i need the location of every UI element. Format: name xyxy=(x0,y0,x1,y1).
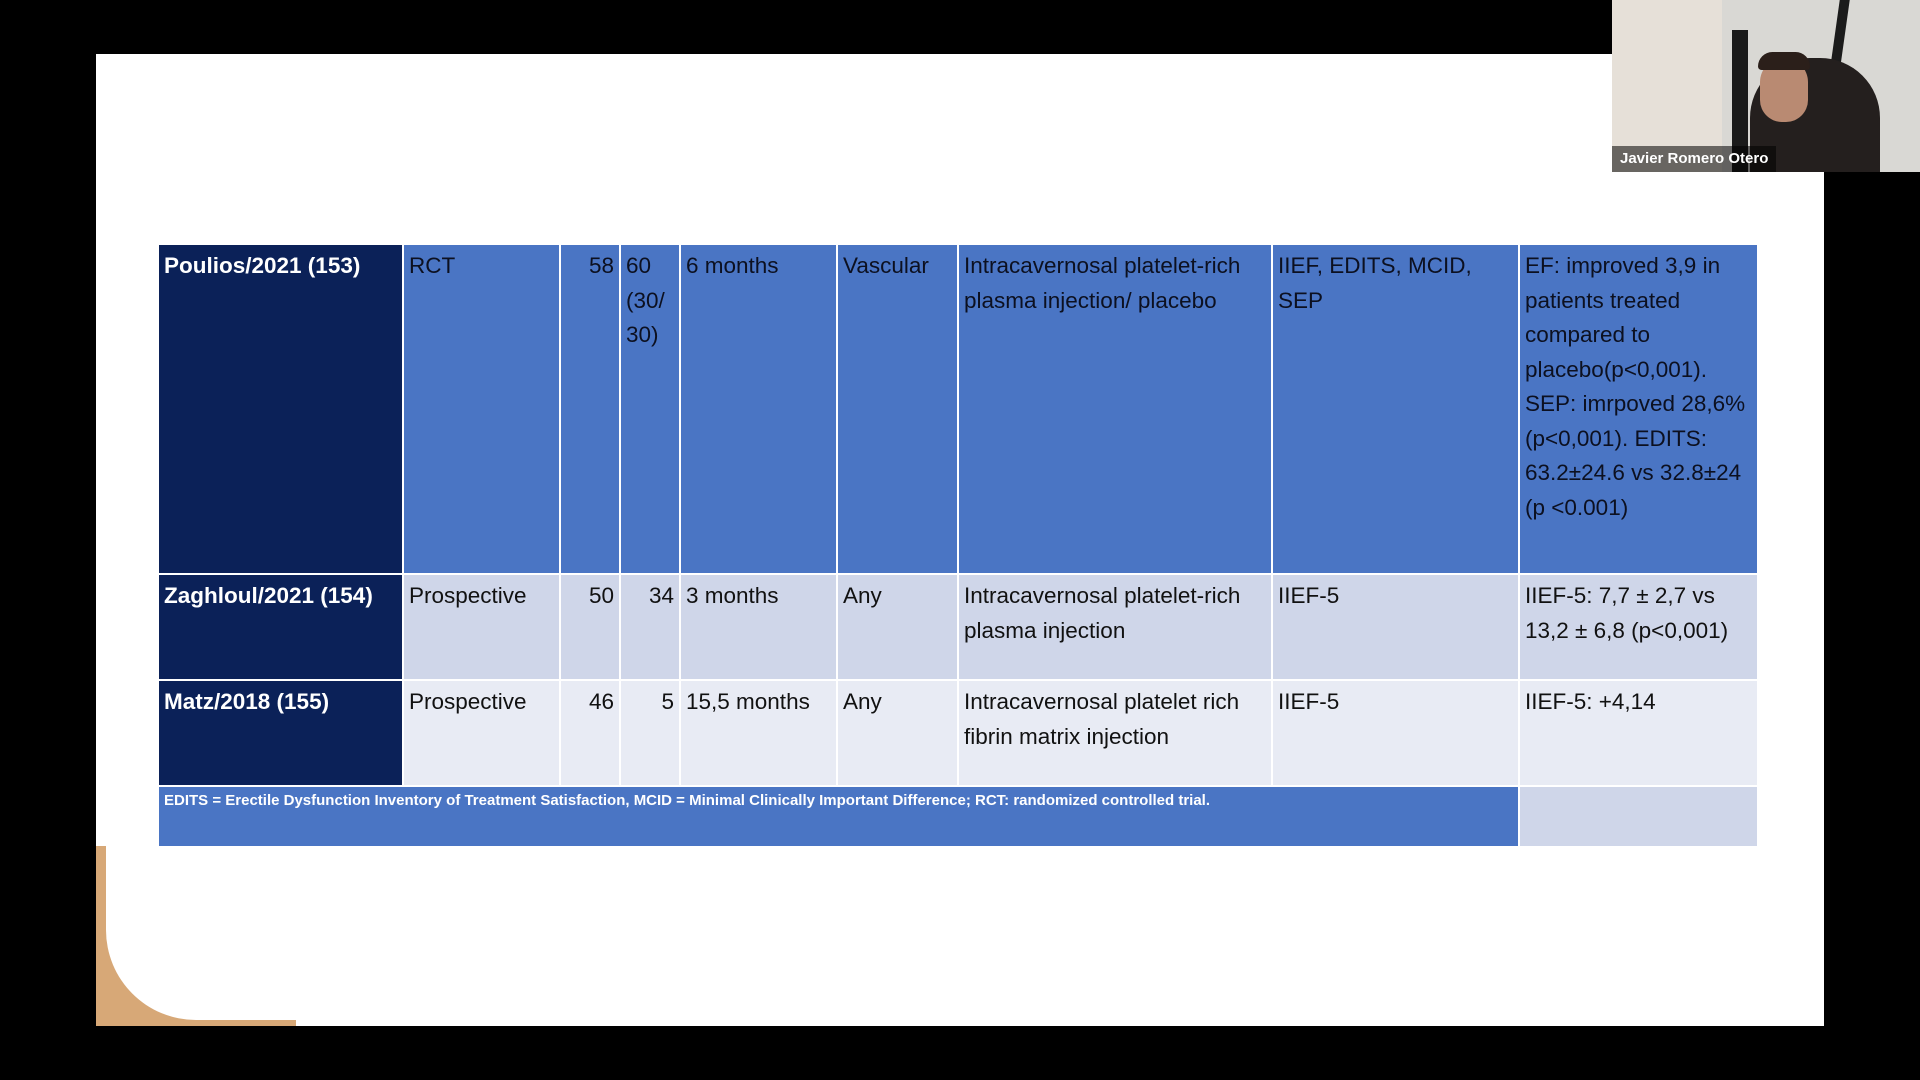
outcomes-cell: IIEF-5 xyxy=(1272,680,1519,786)
results-cell: IIEF-5: 7,7 ± 2,7 vs 13,2 ± 6,8 (p<0,001) xyxy=(1519,574,1758,680)
followup-cell: 3 months xyxy=(680,574,837,680)
participant-hair xyxy=(1758,52,1810,70)
age-cell: 46 xyxy=(560,680,620,786)
footnote-blank-cell xyxy=(1519,786,1758,847)
followup-cell: 15,5 months xyxy=(680,680,837,786)
footnote-row xyxy=(158,786,1758,847)
table-footnote: EDITS = Erectile Dysfunction Inventory of Treatment Satisfaction, MCID = Minimal Clinically Important Difference; RCT: randomized controlled trial. xyxy=(158,786,1519,847)
age-cell: 50 xyxy=(560,574,620,680)
intervention-cell: Intracavernosal platelet rich fibrin matrix injection xyxy=(958,680,1272,786)
study-cell: Matz/2018 (155) xyxy=(158,680,403,786)
participant-name-label: Javier Romero Otero xyxy=(1612,146,1776,172)
studies-table xyxy=(157,243,1759,848)
followup-cell: 6 months xyxy=(680,244,837,574)
etiology-cell: Any xyxy=(837,574,958,680)
design-cell: Prospective xyxy=(403,680,560,786)
design-cell: RCT xyxy=(403,244,560,574)
age-cell: 58 xyxy=(560,244,620,574)
results-cell: EF: improved 3,9 in patients treated compared to placebo(p<0,001). SEP: imrpoved 28,6% (p<0,001). EDITS: 63.2±24.6 vs 32.8±24 (p <0.001) xyxy=(1519,244,1758,574)
etiology-cell: Vascular xyxy=(837,244,958,574)
design-cell: Prospective xyxy=(403,574,560,680)
etiology-cell: Any xyxy=(837,680,958,786)
intervention-cell: Intracavernosal platelet-rich plasma injection/ placebo xyxy=(958,244,1272,574)
study-cell: Poulios/2021 (153) xyxy=(158,244,403,574)
study-cell: Zaghloul/2021 (154) xyxy=(158,574,403,680)
sample-size-cell: 5 xyxy=(620,680,680,786)
table-row xyxy=(158,574,1758,680)
table-row xyxy=(158,244,1758,574)
sample-size-cell: 34 xyxy=(620,574,680,680)
results-cell: IIEF-5: +4,14 xyxy=(1519,680,1758,786)
table-row xyxy=(158,680,1758,786)
participant-video-thumbnail[interactable] xyxy=(1612,0,1920,172)
outcomes-cell: IIEF-5 xyxy=(1272,574,1519,680)
sample-size-cell: 60 (30/ 30) xyxy=(620,244,680,574)
outcomes-cell: IIEF, EDITS, MCID, SEP xyxy=(1272,244,1519,574)
intervention-cell: Intracavernosal platelet-rich plasma injection xyxy=(958,574,1272,680)
presentation-slide xyxy=(96,54,1824,1026)
